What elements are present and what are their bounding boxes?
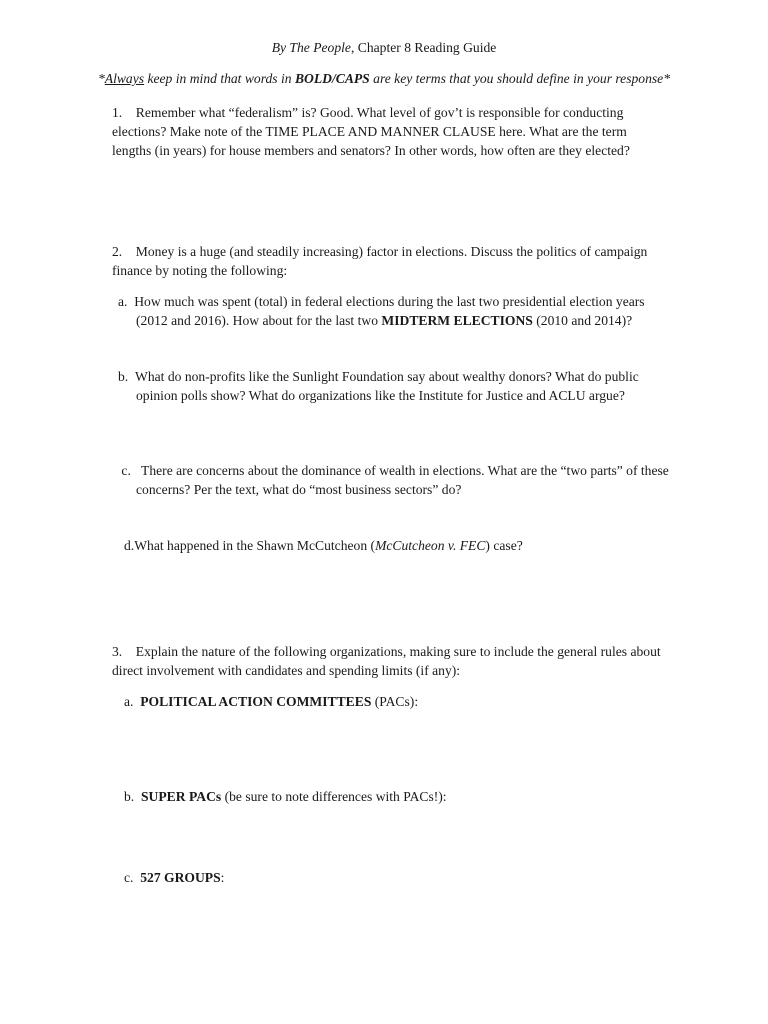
question-2c bbox=[118, 461, 688, 499]
question-2d-text: What happened in the Shawn McCutcheon ( bbox=[134, 538, 376, 553]
question-3a bbox=[124, 692, 664, 711]
question-3a-text: (PACs): bbox=[371, 694, 419, 709]
question-2a-letter: a. bbox=[118, 294, 128, 309]
key-terms-note bbox=[0, 71, 768, 87]
pac-term: POLITICAL ACTION COMMITTEES bbox=[140, 694, 372, 709]
question-1-text: Remember what “federalism” is? Good. What level of gov’t is responsible for conducting elections? Make note of the TIME PLACE AND MANNER CLAUSE here. What are the term lengths (in years) for house members and senators? In other words, how often are they elected? bbox=[112, 105, 630, 158]
note-underlined: Always bbox=[104, 71, 145, 86]
question-3c bbox=[124, 868, 664, 887]
527-groups-term: 527 GROUPS bbox=[140, 870, 221, 885]
question-3c-letter: c. bbox=[124, 870, 134, 885]
question-2-text: Money is a huge (and steadily increasing) factor in elections. Discuss the politics of campaign finance by noting the following: bbox=[112, 244, 648, 278]
question-2b bbox=[118, 367, 658, 405]
note-bold: BOLD/CAPS bbox=[294, 71, 370, 86]
question-2a-text-after: (2010 and 2014)? bbox=[532, 313, 633, 328]
question-2-number: 2. bbox=[112, 244, 123, 259]
question-2c-letter: c. bbox=[121, 463, 131, 478]
super-pac-term: SUPER PACs bbox=[141, 789, 222, 804]
question-3-number: 3. bbox=[112, 644, 123, 659]
question-1-number: 1. bbox=[112, 105, 123, 120]
question-3c-text: : bbox=[220, 870, 225, 885]
question-3b-text: (be sure to note differences with PACs!): bbox=[221, 789, 447, 804]
note-prefix: * bbox=[97, 71, 105, 86]
note-suffix: are key terms that you should define in your response* bbox=[369, 71, 671, 86]
question-3-text: Explain the nature of the following organizations, making sure to include the general rules about direct involvement with candidates and spending limits (if any): bbox=[112, 644, 661, 678]
question-3b-letter: b. bbox=[124, 789, 135, 804]
question-3a-letter: a. bbox=[124, 694, 134, 709]
question-2d-text-after: ) case? bbox=[485, 538, 523, 553]
question-2a-text: How much was spent (total) in federal elections during the last two presidential election years (2012 and 2016). How about for the last two bbox=[134, 294, 645, 328]
question-2a bbox=[118, 292, 658, 330]
question-2c-text: There are concerns about the dominance of wealth in elections. What are the “two parts” of these concerns? Per the text, what do “most business sectors” do? bbox=[136, 463, 669, 497]
question-2b-letter: b. bbox=[118, 369, 129, 384]
question-1 bbox=[112, 103, 652, 160]
question-2b-text: What do non-profits like the Sunlight Foundation say about wealthy donors? What do public opinion polls show? What do organizations like the Institute for Justice and ACLU argue? bbox=[135, 369, 639, 403]
question-3 bbox=[112, 642, 682, 680]
question-3b bbox=[124, 787, 664, 806]
question-2d-letter: d. bbox=[124, 538, 135, 553]
book-title: By The People bbox=[271, 40, 351, 55]
case-name: McCutcheon v. FEC bbox=[375, 538, 486, 553]
title-rest: , Chapter 8 Reading Guide bbox=[350, 40, 497, 55]
midterm-elections-term: MIDTERM ELECTIONS bbox=[381, 313, 533, 328]
page-title bbox=[0, 40, 768, 56]
note-middle: keep in mind that words in bbox=[144, 71, 295, 86]
question-2 bbox=[112, 242, 672, 280]
question-2d bbox=[124, 536, 644, 555]
